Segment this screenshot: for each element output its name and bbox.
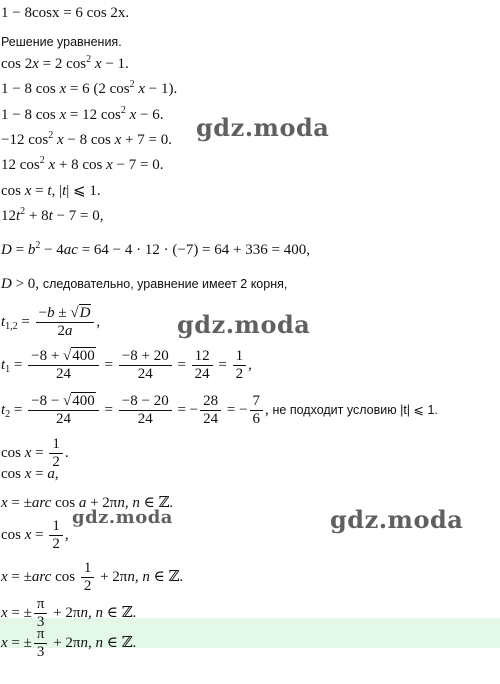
cos-half-line: cos x = $\frac{1}{2}$ . bbox=[1, 436, 69, 470]
final-answer-line: x = ± $\frac{\pi}{3}$ + 2πn, n ∈ ℤ. bbox=[1, 626, 137, 660]
discriminant-sign-line: D > 0, следовательно, уравнение имеет 2 корня, bbox=[1, 276, 288, 292]
equation-line-3: 1 − 8 cos x = 12 $\cos^2 x - 6$. bbox=[1, 105, 164, 123]
quadratic-line: $12t^2 + 8t - 7 = 0$, bbox=[1, 206, 104, 224]
equation-line-2: 1 − 8 cos x = 6 (2 $\cos^2 x - 1$). bbox=[1, 79, 178, 97]
watermark-text: gdz.moda bbox=[196, 113, 330, 142]
cos-a-line: cos x = a, bbox=[1, 466, 59, 482]
equation-line-4: −12 $\cos^2 x - 8$ cos x + 7 = 0. bbox=[1, 130, 172, 148]
cos-half-line-2: cos x = $\frac{1}{2}$ , bbox=[1, 518, 69, 552]
not-fit-text: не подходит условию |t| ⩽ 1. bbox=[272, 402, 438, 417]
root-t1-line: $t_1$ = $\frac{-8 + √400}{24}$ = $\frac{-8 + 20}{24}$ = $\frac{12}{24}$ = $\frac{1}{2}$ , bbox=[1, 348, 252, 382]
arccos-half-line: x = ±arc cos $\frac{1}{2}$ + 2πn, n ∈ ℤ. bbox=[1, 560, 184, 594]
general-solution-line: x = ±arc cos a + 2πn, n ∈ ℤ. bbox=[1, 495, 174, 511]
equation-line-5: 12 $\cos^2 x + 8$ cos x − 7 = 0. bbox=[1, 155, 164, 173]
roots-formula: $t_{1,2}$ = $\frac{-b \pm √D}{2a}$ , bbox=[1, 305, 101, 339]
pi-third-line: x = ± $\frac{\pi}{3}$ + 2πn, n ∈ ℤ. bbox=[1, 596, 137, 630]
header-equation: 1 − 8cosx = 6 cos 2x. bbox=[1, 5, 130, 21]
two-roots-text: следовательно, уравнение имеет 2 корня, bbox=[42, 277, 288, 291]
watermark-text: gdz.moda bbox=[330, 505, 464, 534]
root-t2-line: $t_2$ = $\frac{-8 - √400}{24}$ = $\frac{-8 - 20}{24}$ = − $\frac{28}{24}$ = − $\frac{7}{6}$ , не подходит условию |t| ⩽ 1. bbox=[1, 393, 438, 427]
substitution-line: cos x = t, |t| ⩽ 1. bbox=[1, 183, 101, 199]
watermark-text: gdz.moda bbox=[72, 507, 173, 528]
watermark-text: gdz.moda bbox=[177, 310, 311, 339]
discriminant-value: 400 bbox=[283, 242, 307, 258]
solution-label: Решение уравнения. bbox=[1, 35, 122, 49]
equation-line-1: cos 2x = 2 $\cos^2 x - 1$. bbox=[1, 54, 129, 72]
discriminant-line: $D = b^2 - 4ac = 64 - 4 \cdot 12 \cdot (-7) = 64 + 336 = 400$, bbox=[1, 240, 310, 258]
